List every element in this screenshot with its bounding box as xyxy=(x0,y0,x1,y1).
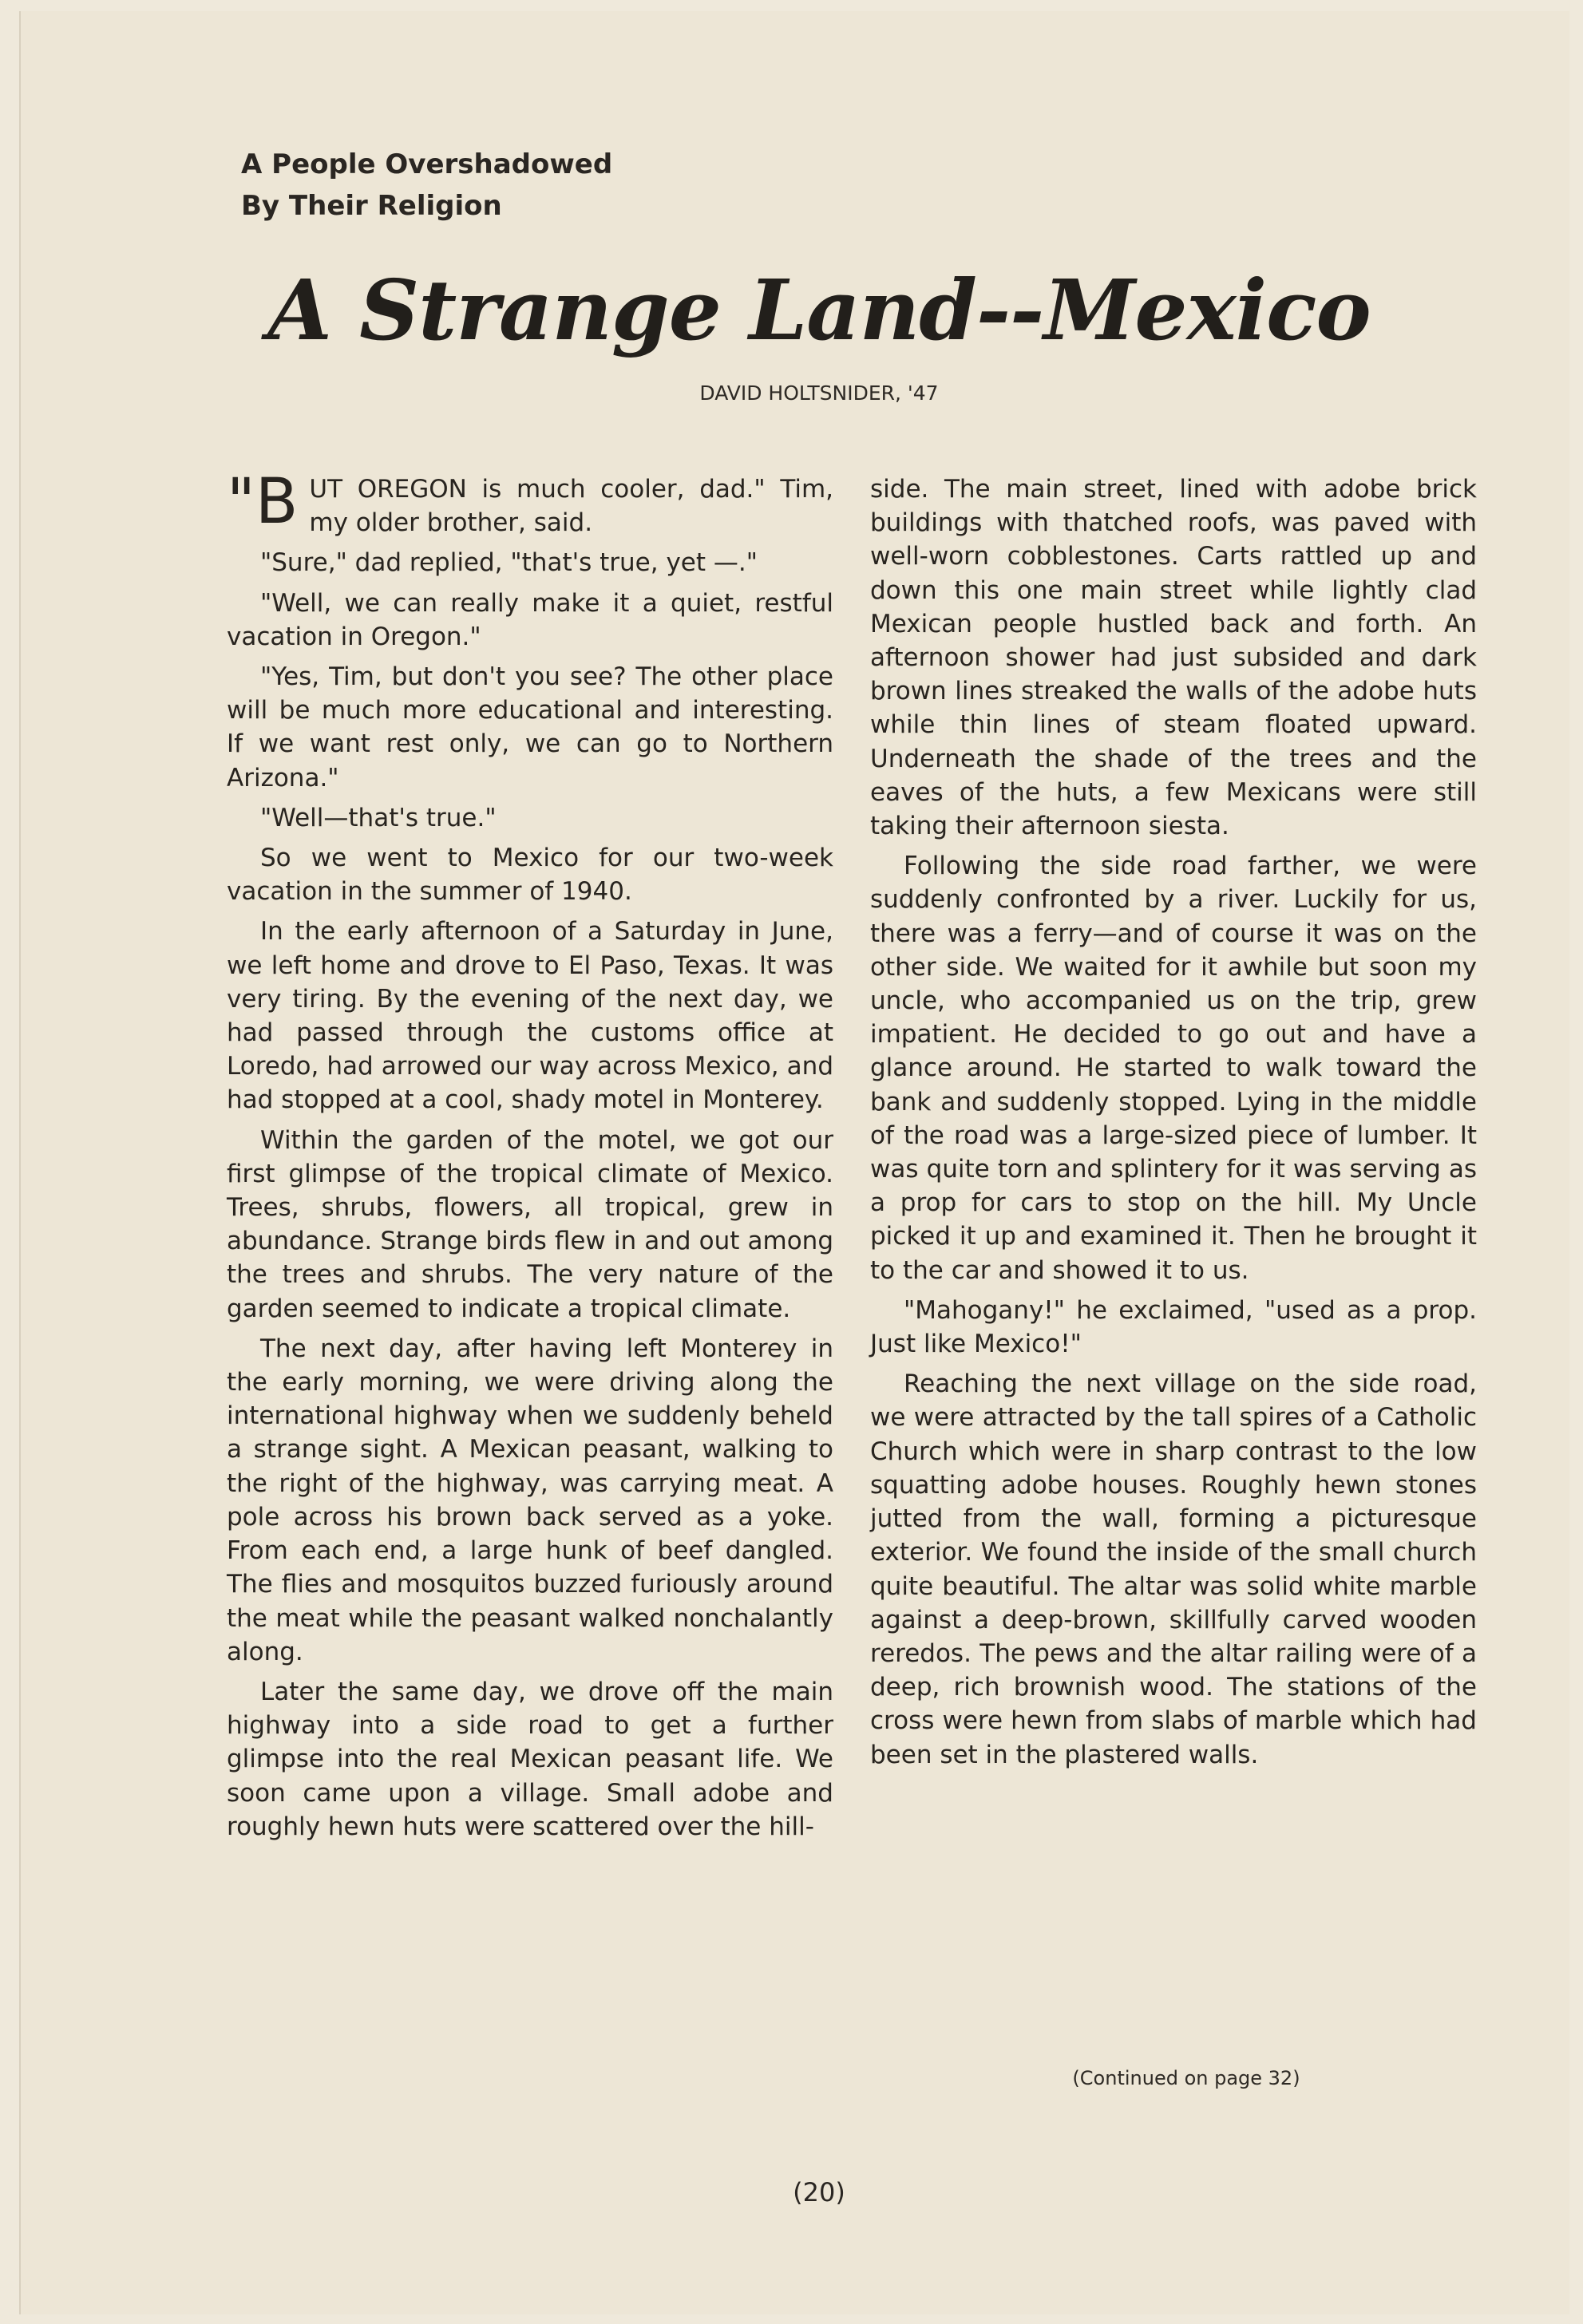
paragraph: Reaching the next village on the side road, we were attracted by the tall spires of a Catholic Church which were in sharp contrast to the low squatting adobe houses. Roughly hewn stones jutted from the wall, forming a picturesque exterior. We found the inside of the small church quite beautiful. The altar was solid white marble against a deep-brown, skillfully carved wooden reredos. The pews and the altar railing were of a deep, rich brownish wood. The stations of the cross were hewn from slabs of marble which had been set in the plastered walls. xyxy=(870,1370,1477,1769)
left-column xyxy=(227,466,833,1850)
paragraph: "Well—that's true." xyxy=(260,803,497,832)
page-number: (20) xyxy=(793,2177,845,2207)
paragraph: Following the side road farther, we were suddenly confronted by a river. Luckily for us, there was a ferry—and of course it was on the other side. We waited for it awhile but soon my uncle, who accompanied us on the trip, grew impatient. He decided to go out and have a glance around. He started to walk toward the bank and suddenly stopped. Lying in the middle of the road was a large-sized piece of lumber. It was quite torn and splintery for it was serving as a prop for cars to stop on the hill. My Uncle picked it up and examined it. Then he brought it to the car and showed it to us. xyxy=(870,852,1477,1285)
paragraph xyxy=(227,466,833,540)
paragraph-text: UT OREGON is much cooler, dad." Tim, my older brother, said. xyxy=(309,475,833,538)
kicker-line-2: By Their Religion xyxy=(241,190,502,222)
drop-cap: "B xyxy=(227,466,299,538)
magazine-page xyxy=(19,11,1569,2314)
paragraph: In the early afternoon of a Saturday in June, we left home and drove to El Paso, Texas. It was very tiring. By the evening of the next day, we had passed through the customs office at Loredo, had arrowed our way across Mexico, and had stopped at a cool, shady motel in Monterey. xyxy=(227,917,833,1115)
article-title: A Strange Land--Mexico xyxy=(267,261,1371,359)
paragraph: side. The main street, lined with adobe brick buildings with thatched roofs, was paved with well-worn cobblestones. Carts rattled up and down this one main street while lightly clad Mexican people hustled back and forth. An afternoon shower had just subsided and dark brown lines streaked the walls of the adobe huts while thin lines of steam floated upward. Underneath the shade of the trees and the eaves of the huts, a few Mexicans were still taking their afternoon siesta. xyxy=(870,475,1477,841)
paragraph: The next day, after having left Monterey in the early morning, we were driving along the international highway when we suddenly beheld a strange sight. A Mexican peasant, walking to the right of the highway, was carrying meat. A pole across his brown back served as a yoke. From each end, a large hunk of beef dangled. The flies and mosquitos buzzed furiously around the meat while the peasant walked nonchalantly along. xyxy=(227,1334,833,1666)
paragraph: So we went to Mexico for our two-week vacation in the summer of 1940. xyxy=(227,844,833,907)
paragraph: "Sure," dad replied, "that's true, yet —." xyxy=(260,548,758,578)
continued-note: (Continued on page 32) xyxy=(1072,2067,1300,2089)
kicker-line-1: A People Overshadowed xyxy=(241,148,613,180)
kicker xyxy=(241,144,612,227)
paragraph: "Well, we can really make it a quiet, restful vacation in Oregon." xyxy=(227,588,833,651)
paragraph: "Yes, Tim, but don't you see? The other place will be much more educational and interesting. If we want rest only, we can go to Northern Arizona." xyxy=(227,662,833,792)
author-byline: DAVID HOLTSNIDER, '47 xyxy=(699,381,939,405)
paragraph: Within the garden of the motel, we got our first glimpse of the tropical climate of Mexico. Trees, shrubs, flowers, all tropical, grew in abundance. Strange birds flew in and out among the trees and shrubs. The very nature of the garden seemed to indicate a tropical climate. xyxy=(227,1125,833,1323)
paragraph: Later the same day, we drove off the main highway into a side road to get a further glimpse into the real Mexican peasant life. We soon came upon a village. Small adobe and roughly hewn huts were scattered over the hill- xyxy=(227,1677,833,1841)
paragraph: "Mahogany!" he exclaimed, "used as a prop. Just like Mexico!" xyxy=(870,1295,1477,1359)
right-column xyxy=(870,472,1477,1778)
